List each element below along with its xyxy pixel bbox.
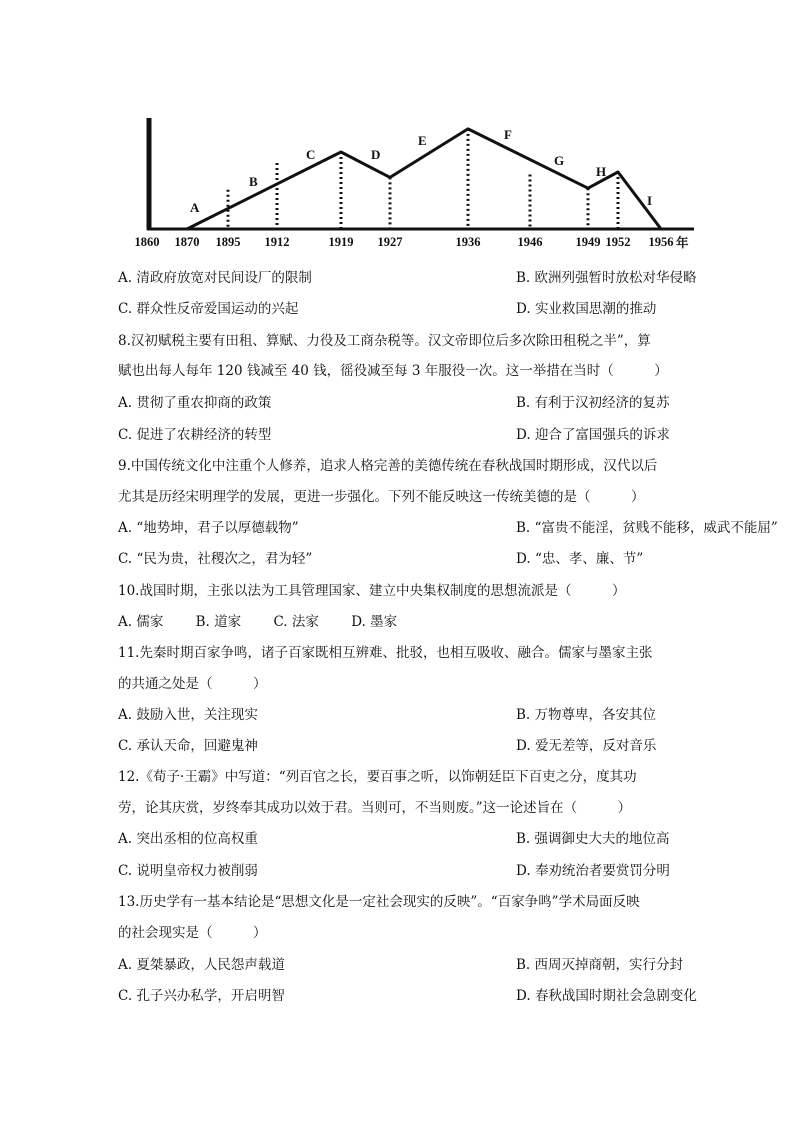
q8-stem-line-1: 8.汉初赋税主要有田租、算赋、力役及工商杂税等。汉文帝即位后多次除田租税之半”，算 [118, 333, 651, 349]
x-unit-label: 年 [676, 236, 689, 250]
tick-label-1936: 1936 [455, 235, 481, 249]
q9-option-row-2 [118, 549, 644, 569]
q7-option-d[interactable]: D. 实业救国思潮的推动 [516, 301, 657, 317]
q12-option-row-2 [118, 861, 670, 881]
q9-option-row-1 [118, 518, 778, 538]
q9-option-b[interactable]: B. “富贵不能淫，贫贱不能移，威武不能屈” [516, 520, 778, 536]
segment-label-i: I [647, 193, 653, 208]
q7-option-c[interactable]: C. 群众性反帝爱国运动的兴起 [118, 301, 299, 317]
q9-stem-line-1: 9.中国传统文化中注重个人修养，追求人格完善的美德传统在春秋战国时期形成，汉代以后 [118, 458, 658, 474]
q13-option-b[interactable]: B. 西周灭掉商朝，实行分封 [516, 957, 684, 973]
q13-stem-line-2: 的社会现实是（ ） [118, 925, 267, 941]
q11-option-c[interactable]: C. 承认天命，回避鬼神 [118, 738, 258, 754]
segment-label-e: E [418, 133, 427, 148]
q10-option-c[interactable]: C. 法家 [273, 614, 319, 630]
q12-stem-line-1: 12.《荀子·王霸》中写道：“列百官之长，要百事之听，以饰朝廷臣下百吏之分，度其功 [118, 769, 637, 785]
q13-option-row-1 [118, 955, 684, 975]
segment-label-g: G [554, 153, 565, 168]
tick-label-1870: 1870 [174, 235, 200, 249]
q12-stem-line-2: 劳，论其庆赏，岁终奉其成功以效于君。当则可，不当则废。”这一论述旨在（ ） [118, 800, 632, 816]
q11-option-d[interactable]: D. 爱无差等，反对音乐 [516, 738, 657, 754]
q12-option-b[interactable]: B. 强调御史大夫的地位高 [516, 831, 670, 847]
q12-option-c[interactable]: C. 说明皇帝权力被削弱 [118, 863, 258, 879]
q13-stem-line-1: 13.历史学有一基本结论是“思想文化是一定社会现实的反映”。“百家争鸣”学术局面反映 [118, 894, 640, 910]
tick-label-1895: 1895 [215, 235, 241, 249]
q8-option-c[interactable]: C. 促进了农耕经济的转型 [118, 427, 272, 443]
q10-option-row [118, 612, 425, 632]
q10-option-d[interactable]: D. 墨家 [351, 614, 398, 630]
tick-label-1912: 1912 [264, 235, 290, 249]
q11-option-row-1 [118, 705, 657, 725]
q12-option-a[interactable]: A. 突出丞相的位高权重 [118, 831, 258, 847]
segment-label-c: C [306, 147, 316, 162]
q13-option-d[interactable]: D. 春秋战国时期社会急剧变化 [516, 988, 697, 1004]
segment-label-h: H [596, 164, 607, 179]
q8-option-row-2 [118, 425, 670, 445]
q13-option-c[interactable]: C. 孔子兴办私学，开启明智 [118, 988, 285, 1004]
q11-stem-line-1: 11.先秦时期百家争鸣，诸子百家既相互辨难、批驳，也相互吸收、融合。儒家与墨家主张 [118, 645, 653, 661]
q10-option-a[interactable]: A. 儒家 [118, 614, 164, 630]
tick-label-1956: 1956 [648, 235, 674, 249]
q9-option-c[interactable]: C. “民为贵，社稷次之，君为轻” [118, 551, 313, 567]
q7-option-b[interactable]: B. 欧洲列强暂时放松对华侵略 [516, 270, 697, 286]
tick-label-1927: 1927 [377, 235, 403, 249]
segment-label-d: D [371, 147, 381, 162]
q8-option-b[interactable]: B. 有利于汉初经济的复苏 [516, 395, 670, 411]
tick-label-1860: 1860 [134, 235, 160, 249]
q11-option-a[interactable]: A. 鼓励入世，关注现实 [118, 707, 258, 723]
segment-label-b: B [249, 174, 258, 189]
q8-option-row-1 [118, 393, 670, 413]
q13-option-row-2 [118, 986, 697, 1006]
q7-option-row-2 [118, 299, 657, 319]
tick-label-1949: 1949 [575, 235, 601, 249]
q8-stem-line-2: 赋也出每人每年 120 钱减至 40 钱，徭役减至每 3 年服役一次。这一举措在当时（ ） [118, 363, 668, 379]
tick-label-1952: 1952 [605, 235, 631, 249]
q12-option-d[interactable]: D. 奉劝统治者要赏罚分明 [516, 863, 670, 879]
trend-chart [128, 112, 700, 254]
segment-label-f: F [504, 127, 512, 142]
q11-option-b[interactable]: B. 万物尊卑，各安其位 [516, 707, 657, 723]
segment-label-a: A [190, 200, 200, 215]
tick-label-1946: 1946 [517, 235, 543, 249]
q8-option-a[interactable]: A. 贯彻了重农抑商的政策 [118, 395, 272, 411]
q9-option-d[interactable]: D. “忠、孝、廉、节” [516, 551, 644, 567]
q8-option-d[interactable]: D. 迎合了富国强兵的诉求 [516, 427, 670, 443]
tick-label-1919: 1919 [328, 235, 354, 249]
q7-option-a[interactable]: A. 清政府放宽对民间设厂的限制 [118, 270, 312, 286]
q10-option-b[interactable]: B. 道家 [195, 614, 242, 630]
q11-option-row-2 [118, 736, 657, 756]
q9-stem-line-2: 尤其是历经宋明理学的发展，更进一步强化。下列不能反映这一传统美德的是（ ） [118, 489, 645, 505]
q7-option-row-1 [118, 268, 697, 288]
q10-stem-line-1: 10.战国时期，主张以法为工具管理国家、建立中央集权制度的思想流派是（ ） [118, 583, 626, 599]
q13-option-a[interactable]: A. 夏桀暴政，人民怨声载道 [118, 957, 285, 973]
q12-option-row-1 [118, 829, 670, 849]
q9-option-a[interactable]: A. “地势坤，君子以厚德载物” [118, 520, 299, 536]
q11-stem-line-2: 的共通之处是（ ） [118, 676, 267, 692]
